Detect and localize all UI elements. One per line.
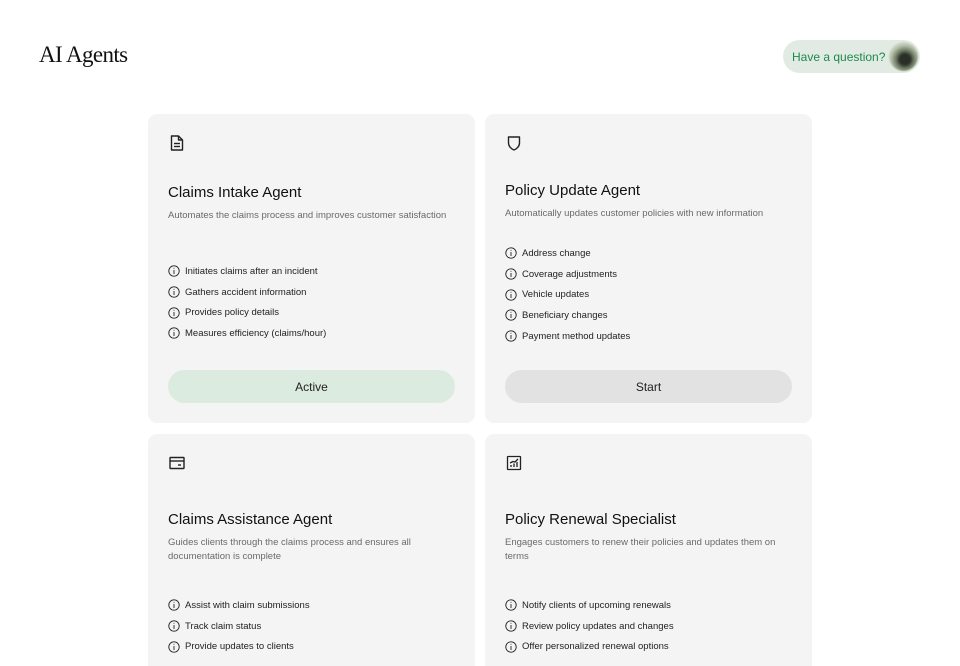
agent-card-title: Policy Update Agent bbox=[505, 182, 641, 199]
info-icon bbox=[505, 309, 517, 321]
feature-item bbox=[168, 595, 310, 616]
feature-label: Beneficiary changes bbox=[522, 309, 608, 321]
feature-label: Notify clients of upcoming renewals bbox=[522, 599, 671, 611]
feature-item bbox=[168, 302, 326, 323]
info-icon bbox=[168, 307, 180, 319]
feature-label: Offer personalized renewal options bbox=[522, 641, 669, 653]
info-icon bbox=[505, 599, 517, 611]
info-icon bbox=[168, 599, 180, 611]
agent-card-description: Guides clients through the claims process and ensures all documentation is complete bbox=[168, 537, 411, 562]
feature-label: Address change bbox=[522, 247, 591, 259]
shield-icon bbox=[505, 134, 523, 152]
chart-icon bbox=[505, 454, 523, 472]
feature-item bbox=[505, 616, 674, 637]
feature-label: Assist with claim submissions bbox=[185, 599, 310, 611]
info-icon bbox=[505, 268, 517, 280]
feature-list bbox=[168, 261, 326, 344]
feature-label: Review policy updates and changes bbox=[522, 620, 674, 632]
agent-card-description: Automatically updates customer policies with new information bbox=[505, 208, 764, 219]
feature-label: Track claim status bbox=[185, 620, 262, 632]
start-button[interactable]: Start bbox=[505, 370, 792, 403]
info-icon bbox=[505, 247, 517, 259]
agent-card-policy-renewal bbox=[485, 434, 812, 666]
feature-list bbox=[505, 243, 630, 346]
info-icon bbox=[168, 641, 180, 653]
app-title: AI Agents bbox=[39, 42, 128, 67]
feature-label: Coverage adjustments bbox=[522, 268, 618, 280]
feature-label: Provides policy details bbox=[185, 307, 279, 319]
agent-card-title: Policy Renewal Specialist bbox=[505, 511, 676, 528]
info-icon bbox=[505, 641, 517, 653]
feature-item bbox=[168, 282, 326, 303]
help-button[interactable] bbox=[783, 40, 920, 73]
agent-card-title: Claims Intake Agent bbox=[168, 184, 302, 201]
feature-item bbox=[505, 243, 630, 264]
agent-card-claims-intake bbox=[148, 114, 475, 423]
info-icon bbox=[505, 289, 517, 301]
agent-card-policy-update bbox=[485, 114, 812, 423]
info-icon bbox=[168, 265, 180, 277]
feature-list bbox=[505, 595, 674, 657]
feature-label: Measures efficiency (claims/hour) bbox=[185, 327, 327, 339]
agent-card-title: Claims Assistance Agent bbox=[168, 511, 333, 528]
info-icon bbox=[505, 330, 517, 342]
feature-item bbox=[505, 284, 630, 305]
feature-item bbox=[505, 305, 630, 326]
info-icon bbox=[168, 620, 180, 632]
info-icon bbox=[168, 286, 180, 298]
feature-label: Initiates claims after an incident bbox=[185, 265, 318, 277]
feature-item bbox=[168, 616, 310, 637]
feature-item bbox=[168, 636, 310, 657]
agent-card-description: Automates the claims process and improves customer satisfaction bbox=[168, 210, 447, 221]
agent-card-claims-assistance bbox=[148, 434, 475, 666]
info-icon bbox=[505, 620, 517, 632]
active-button[interactable]: Active bbox=[168, 370, 455, 403]
feature-label: Gathers accident information bbox=[185, 286, 307, 298]
card-icon bbox=[168, 454, 186, 472]
agent-card-description: Engages customers to renew their policies and updates them on terms bbox=[505, 537, 776, 562]
feature-item bbox=[168, 323, 326, 344]
feature-item bbox=[505, 326, 630, 347]
help-button-label: Have a question? bbox=[792, 49, 886, 64]
feature-label: Payment method updates bbox=[522, 330, 631, 342]
feature-label: Vehicle updates bbox=[522, 289, 590, 301]
feature-item bbox=[505, 595, 674, 616]
document-icon bbox=[168, 134, 186, 152]
feature-label: Provide updates to clients bbox=[185, 641, 294, 653]
avatar[interactable] bbox=[889, 42, 918, 71]
feature-item bbox=[505, 264, 630, 285]
feature-list bbox=[168, 595, 310, 657]
info-icon bbox=[168, 327, 180, 339]
feature-item bbox=[168, 261, 326, 282]
feature-item bbox=[505, 636, 674, 657]
